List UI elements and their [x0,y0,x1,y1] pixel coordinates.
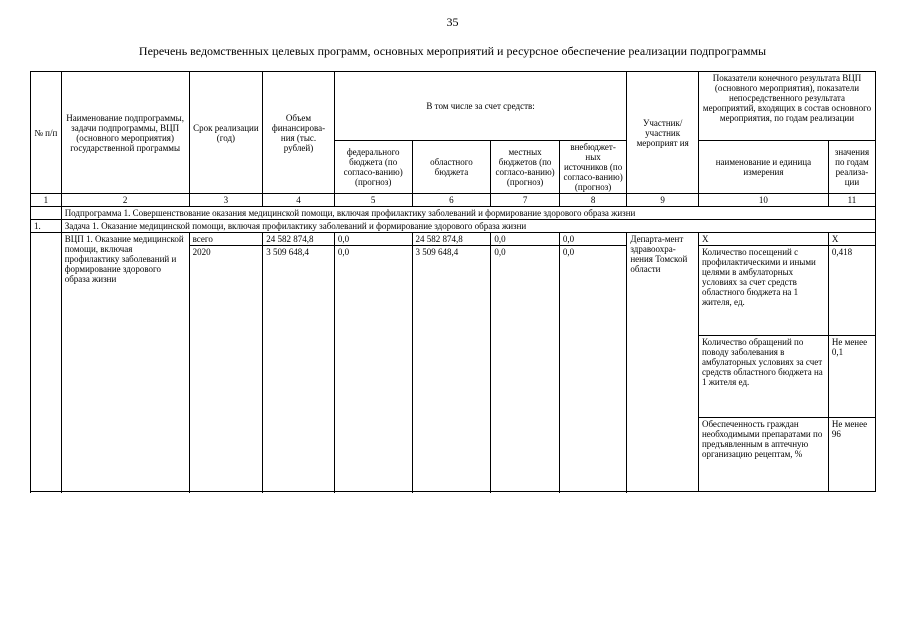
column-numbers-row [31,194,876,207]
task-title: Задача 1. Оказание медицинской помощи, включая профилактику заболеваний и формирование здорового образа жизни [61,220,875,233]
column-number: 11 [828,194,875,207]
indicator-name: Количество посещений с профилактическими и иными целями в амбулаторных условиях за счет средств областного бюджета на 1 жителя, ед. [698,246,828,336]
vcp-local: 0,0 [491,233,560,246]
column-number: 9 [627,194,699,207]
indicator-value: Х [828,233,875,246]
vcp-name: ВЦП 1. Оказание медицинской помощи, включая профилактику заболеваний и формирование здорового образа жизни [61,233,189,492]
subprogram-title: Подпрограмма 1. Совершенствование оказания медицинской помощи, включая профилактику заболеваний и формирование здорового образа жизни [61,207,875,220]
vcp-regional: 3 509 648,4 [412,246,491,492]
header-indicator-name: наименование и единица измерения [698,141,828,194]
vcp-extra: 0,0 [559,246,627,492]
empty-cell [31,233,62,492]
program-table [30,71,876,492]
header-extra-budget: внебюджет-ных источников (по согласо-ванию) (прогноз) [559,141,627,194]
vcp-federal: 0,0 [334,246,412,492]
vcp-total: 3 509 648,4 [263,246,335,492]
indicator-name: Количество обращений по поводу заболевания в амбулаторных условиях за счет средств областного бюджета на 1 жителя ед. [698,336,828,418]
indicator-value: 0,418 [828,246,875,336]
indicator-name: Обеспеченность граждан необходимыми препаратами по предъявленным в аптечную организацию рецептам, % [698,418,828,492]
header-local: местных бюджетов (по согласо-ванию) (прогноз) [491,141,560,194]
page-number: 35 [446,15,459,29]
header-name: Наименование подпрограммы, задачи подпрограммы, ВЦП (основного мероприятия) государственной программы [61,72,189,194]
task-row [31,220,876,233]
vcp-total: 24 582 874,8 [263,233,335,246]
header-volume: Объем финансирова-ния (тыс. рублей) [263,72,335,194]
document-title: Перечень ведомственных целевых программ, основных мероприятий и ресурсное обеспечение реализации подпрограммы [138,44,767,58]
header-indicator-value: значения по годам реализа-ции [828,141,875,194]
table-row [31,233,876,246]
indicator-value: Не менее 0,1 [828,336,875,418]
header-indicators-group: Показатели конечного результата ВЦП (основного мероприятия), показатели непосредственного результата мероприятий, входящих в состав основного мероприятия, по годам реализации [698,72,875,141]
column-number: 2 [61,194,189,207]
column-number: 10 [698,194,828,207]
empty-cell [31,207,62,220]
header-number: № п/п [31,72,62,194]
vcp-federal: 0,0 [334,233,412,246]
header-regional: областного бюджета [412,141,491,194]
header-federal: федерального бюджета (по согласо-ванию) (прогноз) [334,141,412,194]
vcp-local: 0,0 [491,246,560,492]
vcp-extra: 0,0 [559,233,627,246]
header-term: Срок реализации (год) [189,72,263,194]
vcp-period: всего [189,233,263,246]
column-number: 7 [491,194,560,207]
vcp-regional: 24 582 874,8 [412,233,491,246]
column-number: 1 [31,194,62,207]
subprogram-row [31,207,876,220]
header-participant: Участник/ участник мероприят ия [627,72,699,194]
header-sources-group: В том числе за счет средств: [334,72,627,141]
column-number: 8 [559,194,627,207]
vcp-period: 2020 [189,246,263,492]
task-number: 1. [31,220,62,233]
header-row [31,72,876,141]
column-number: 4 [263,194,335,207]
column-number: 5 [334,194,412,207]
vcp-participant: Департа-мент здравоохра-нения Томской области [627,233,699,492]
indicator-value: Не менее 96 [828,418,875,492]
column-number: 3 [189,194,263,207]
indicator-name: Х [698,233,828,246]
column-number: 6 [412,194,491,207]
